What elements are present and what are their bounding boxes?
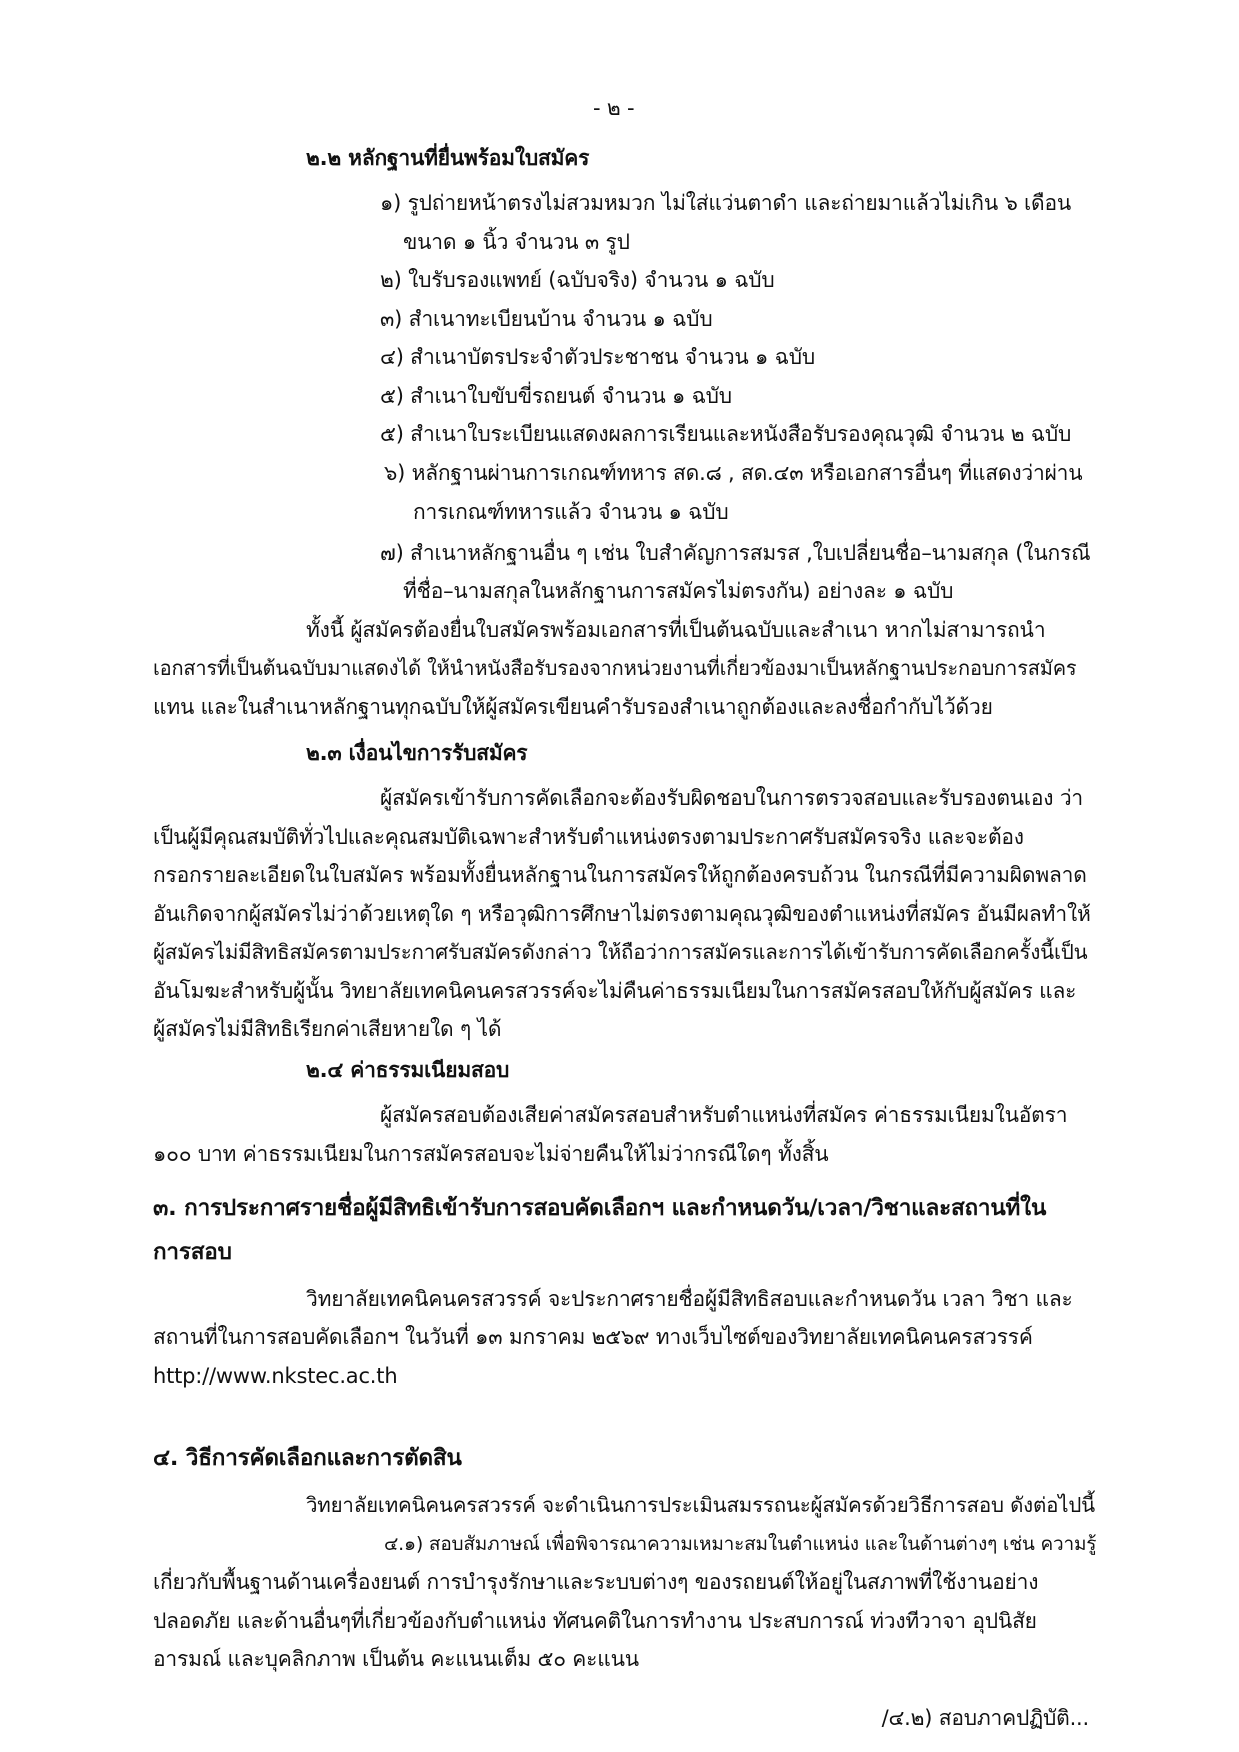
list-item: ที่ชื่อ–นามสกุลในหลักฐานการสมัครไม่ตรงกัน) อย่างละ ๑ ฉบับ <box>403 579 954 603</box>
section-4-paragraph: เกี่ยวกับพื้นฐานด้านเครื่องยนต์ การบำรุงรักษาและระบบต่างๆ ของรถยนต์ให้อยู่ในสภาพที่ใช้งานอย่าง <box>153 1570 1039 1594</box>
section-2-3-paragraph: อันโมฆะสำหรับผู้นั้น วิทยาลัยเทคนิคนครสวรรค์จะไม่คืนค่าธรรมเนียมในการสมัครสอบให้กับผู้สมัคร และ <box>153 979 1077 1003</box>
website-link[interactable]: http://www.nkstec.ac.th <box>153 1364 398 1388</box>
list-item: ขนาด ๑ นิ้ว จำนวน ๓ รูป <box>403 230 630 254</box>
list-item: ๖) หลักฐานผ่านการเกณฑ์ทหาร สด.๘ , สด.๔๓ หรือเอกสารอื่นๆ ที่แสดงว่าผ่าน <box>384 461 1083 485</box>
section-3-heading-cont: การสอบ <box>153 1239 232 1265</box>
section-4-paragraph: อารมณ์ และบุคลิกภาพ เป็นต้น คะแนนเต็ม ๕๐ คะแนน <box>153 1647 639 1671</box>
list-item: การเกณฑ์ทหารแล้ว จำนวน ๑ ฉบับ <box>413 500 729 524</box>
section-2-2-note: ทั้งนี้ ผู้สมัครต้องยื่นใบสมัครพร้อมเอกสารที่เป็นต้นฉบับและสำเนา หากไม่สามารถนำ <box>306 618 1046 642</box>
section-2-3-paragraph: เป็นผู้มีคุณสมบัติทั่วไปและคุณสมบัติเฉพาะสำหรับตำแหน่งตรงตามประกาศรับสมัครจริง และจะต้อง <box>153 825 1024 849</box>
section-2-2-note: เอกสารที่เป็นต้นฉบับมาแสดงได้ ให้นำหนังสือรับรองจากหน่วยงานที่เกี่ยวข้องมาเป็นหลักฐานประกอบการสมัคร <box>153 656 1077 680</box>
section-2-4-paragraph: ผู้สมัครสอบต้องเสียค่าสมัครสอบสำหรับตำแหน่งที่สมัคร ค่าธรรมเนียมในอัตรา <box>380 1103 1068 1127</box>
list-item: ๗) สำเนาหลักฐานอื่น ๆ เช่น ใบสำคัญการสมรส ,ใบเปลี่ยนชื่อ–นามสกุล (ในกรณี <box>380 541 1091 565</box>
continuation-note: /๔.๒) สอบภาคปฏิบัติ... <box>881 1706 1089 1730</box>
section-2-2-note: แทน และในสำเนาหลักฐานทุกฉบับให้ผู้สมัครเขียนคำรับรองสำเนาถูกต้องและลงชื่อกำกับไว้ด้วย <box>153 695 993 719</box>
list-item: ๓) สำเนาทะเบียนบ้าน จำนวน ๑ ฉบับ <box>380 307 713 331</box>
section-3-heading: ๓. การประกาศรายชื่อผู้มีสิทธิเข้ารับการสอบคัดเลือกฯ และกำหนดวัน/เวลา/วิชาและสถานที่ใน <box>153 1195 1047 1221</box>
list-item: ๕) สำเนาใบระเบียนแสดงผลการเรียนและหนังสือรับรองคุณวุฒิ จำนวน ๒ ฉบับ <box>380 422 1072 446</box>
section-2-3-paragraph: กรอกรายละเอียดในใบสมัคร พร้อมทั้งยื่นหลักฐานในการสมัครให้ถูกต้องครบถ้วน ในกรณีที่มีความผิดพลาด <box>153 863 1087 887</box>
section-4-intro: วิทยาลัยเทคนิคนครสวรรค์ จะดำเนินการประเมินสมรรถนะผู้สมัครด้วยวิธีการสอบ ดังต่อไปนี้ <box>306 1493 1095 1517</box>
list-item: ๔) สำเนาบัตรประจำตัวประชาชน จำนวน ๑ ฉบับ <box>380 345 816 369</box>
section-2-2-heading: ๒.๒ หลักฐานที่ยื่นพร้อมใบสมัคร <box>306 146 590 170</box>
list-item: ๕) สำเนาใบขับขี่รถยนต์ จำนวน ๑ ฉบับ <box>380 384 732 408</box>
section-2-3-paragraph: อันเกิดจากผู้สมัครไม่ว่าด้วยเหตุใด ๆ หรือวุฒิการศึกษาไม่ตรงตามคุณวุฒิของตำแหน่งที่สมัคร อันมีผลทำให้ <box>153 902 1091 926</box>
section-2-3-paragraph: ผู้สมัครเข้ารับการคัดเลือกจะต้องรับผิดชอบในการตรวจสอบและรับรองตนเอง ว่า <box>380 786 1084 810</box>
section-4-heading: ๔. วิธีการคัดเลือกและการตัดสิน <box>153 1445 462 1471</box>
list-item: ๒) ใบรับรองแพทย์ (ฉบับจริง) จำนวน ๑ ฉบับ <box>380 268 775 292</box>
list-item: ๑) รูปถ่ายหน้าตรงไม่สวมหมวก ไม่ใส่แว่นตาดำ และถ่ายมาแล้วไม่เกิน ๖ เดือน <box>380 191 1072 215</box>
section-2-4-paragraph: ๑๐๐ บาท ค่าธรรมเนียมในการสมัครสอบจะไม่จ่ายคืนให้ไม่ว่ากรณีใดๆ ทั้งสิ้น <box>153 1142 829 1166</box>
section-3-paragraph: สถานที่ในการสอบคัดเลือกฯ ในวันที่ ๑๓ มกราคม ๒๕๖๙ ทางเว็บไซต์ของวิทยาลัยเทคนิคนครสวรรค์ <box>153 1325 1033 1349</box>
section-2-3-paragraph: ผู้สมัครไม่มีสิทธิสมัครตามประกาศรับสมัครดังกล่าว ให้ถือว่าการสมัครและการได้เข้ารับการคัดเลือกครั้งนี้เป็น <box>153 940 1088 964</box>
section-2-3-paragraph: ผู้สมัครไม่มีสิทธิเรียกค่าเสียหายใด ๆ ได้ <box>153 1017 502 1041</box>
section-4-paragraph: ปลอดภัย และด้านอื่นๆที่เกี่ยวข้องกับตำแหน่ง ทัศนคติในการทำงาน ประสบการณ์ ท่วงทีวาจา อุปนิสัย <box>153 1609 1037 1633</box>
section-2-4-heading: ๒.๔ ค่าธรรมเนียมสอบ <box>306 1058 510 1082</box>
section-3-paragraph: วิทยาลัยเทคนิคนครสวรรค์ จะประกาศรายชื่อผู้มีสิทธิสอบและกำหนดวัน เวลา วิชา และ <box>306 1287 1073 1311</box>
section-2-3-heading: ๒.๓ เงื่อนไขการรับสมัคร <box>306 741 528 765</box>
page-number: - ๒ - <box>593 96 635 120</box>
section-4-paragraph: ๔.๑) สอบสัมภาษณ์ เพื่อพิจารณาความเหมาะสมในตำแหน่ง และในด้านต่างๆ เช่น ความรู้ <box>384 1533 1097 1555</box>
